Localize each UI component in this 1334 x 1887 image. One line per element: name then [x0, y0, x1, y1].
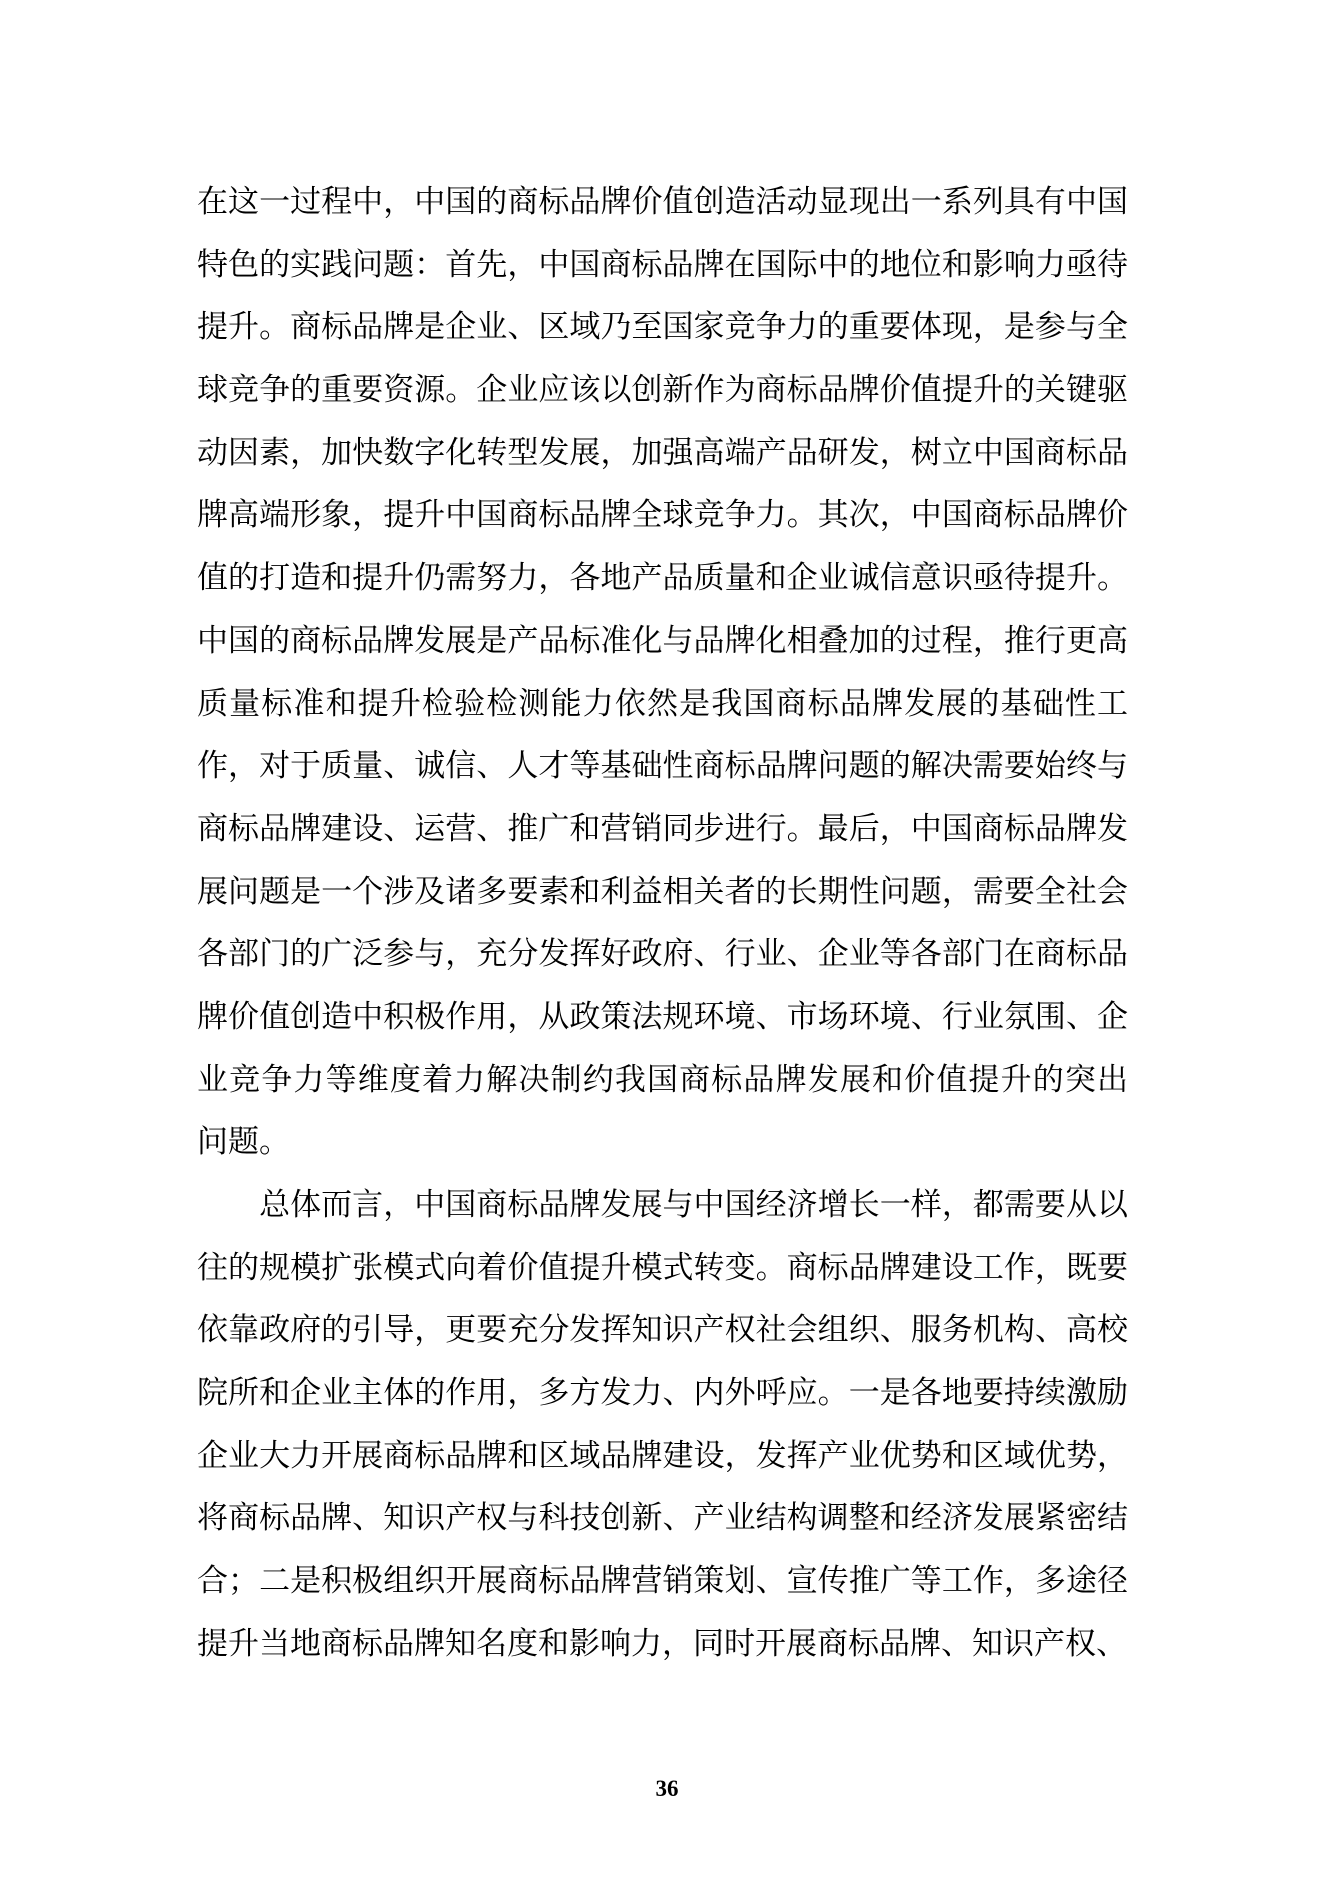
text-line: 中国的商标品牌发展是产品标准化与品牌化相叠加的过程，推行更高 — [197, 622, 1128, 658]
text-line: 作，对于质量、诚信、人才等基础性商标品牌问题的解决需要始终与 — [197, 748, 1128, 784]
text-line: 质量标准和提升检验检测能力依然是我国商标品牌发展的基础性工 — [197, 685, 1128, 721]
text-line: 球竞争的重要资源。企业应该以创新作为商标品牌价值提升的关键驱 — [197, 372, 1128, 408]
text-line: 牌价值创造中积极作用，从政策法规环境、市场环境、行业氛围、企 — [197, 998, 1128, 1034]
text-line: 值的打造和提升仍需努力，各地产品质量和企业诚信意识亟待提升。 — [197, 560, 1128, 596]
text-line: 问题。 — [197, 1124, 290, 1160]
text-line: 在这一过程中，中国的商标品牌价值创造活动显现出一系列具有中国 — [197, 184, 1128, 219]
text-line: 牌高端形象，提升中国商标品牌全球竞争力。其次，中国商标品牌价 — [197, 497, 1128, 533]
text-line: 提升。商标品牌是企业、区域乃至国家竞争力的重要体现，是参与全 — [197, 309, 1128, 345]
text-line: 将商标品牌、知识产权与科技创新、产业结构调整和经济发展紧密结 — [197, 1500, 1128, 1536]
text-line: 展问题是一个涉及诸多要素和利益相关者的长期性问题，需要全社会 — [197, 873, 1128, 909]
text-line: 总体而言，中国商标品牌发展与中国经济增长一样，都需要从以 — [197, 1187, 1128, 1222]
text-line: 业竞争力等维度着力解决制约我国商标品牌发展和价值提升的突出 — [197, 1061, 1128, 1097]
text-line: 动因素，加快数字化转型发展，加强高端产品研发，树立中国商标品 — [197, 434, 1128, 470]
text-line: 提升当地商标品牌知名度和影响力，同时开展商标品牌、知识产权、 — [197, 1625, 1127, 1661]
text-line: 合；二是积极组织开展商标品牌营销策划、宣传推广等工作，多途径 — [197, 1563, 1128, 1599]
body-text — [197, 171, 1128, 1676]
page-number: 36 — [655, 1776, 679, 1801]
text-line: 各部门的广泛参与，充分发挥好政府、行业、企业等各部门在商标品 — [197, 936, 1128, 972]
text-line: 依靠政府的引导，更要充分发挥知识产权社会组织、服务机构、高校 — [197, 1312, 1128, 1348]
text-line: 商标品牌建设、运营、推广和营销同步进行。最后，中国商标品牌发 — [197, 810, 1128, 846]
text-line: 院所和企业主体的作用，多方发力、内外呼应。一是各地要持续激励 — [197, 1375, 1128, 1411]
text-line: 企业大力开展商标品牌和区域品牌建设，发挥产业优势和区域优势， — [197, 1437, 1128, 1473]
text-line: 特色的实践问题：首先，中国商标品牌在国际中的地位和影响力亟待 — [197, 246, 1128, 282]
text-line: 往的规模扩张模式向着价值提升模式转变。商标品牌建设工作，既要 — [197, 1249, 1128, 1285]
